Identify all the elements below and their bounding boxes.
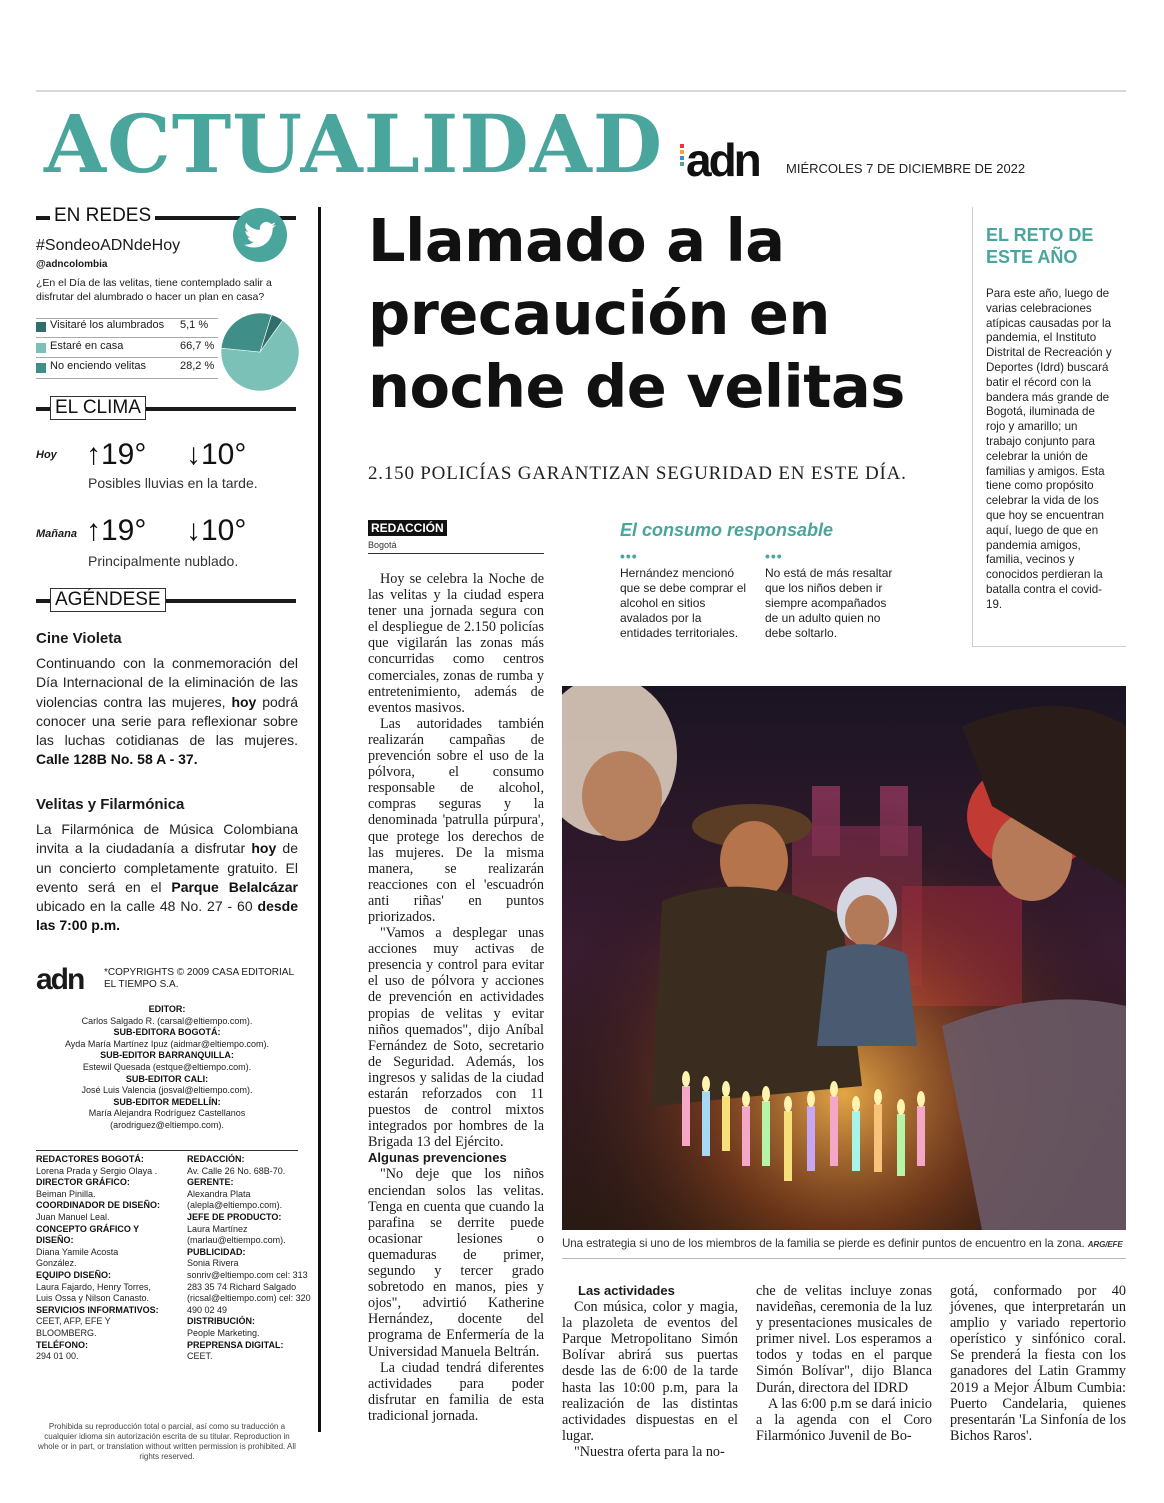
staff-name: CEET. xyxy=(187,1351,213,1362)
legal-notice: Prohibida su reproducción total o parcial, así como su traducción a cualquier idioma sin autorización escrita de su titular. Reproduction in whole or in part, or translation without written permission is prohibited. All rights reserved. xyxy=(38,1422,296,1461)
staff-left-column xyxy=(36,1154,160,1363)
staff-name: Av. Calle 26 No. 68B-70. xyxy=(187,1165,286,1176)
paragraph: "Vamos a desplegar unas acciones muy activas de presencia y control para evitar el uso de pólvora y acciones de prevención en actividades propias de velitas y evitar niños quemados", dijo Aníbal Fernández de Soto, secretario de Seguridad. Además, los ingresos y salidas de la ciudad estarán reforzados con 11 puestos de control mixtos integrados por hombres de la Brigada 13 del Ejército. xyxy=(368,925,544,1151)
staff-name: Lorena Prada y Sergio Olaya . xyxy=(36,1165,158,1176)
staff-role: SERVICIOS INFORMATIVOS: xyxy=(36,1304,159,1315)
poll-value: 28,2 % xyxy=(180,360,215,372)
staff-role: CONCEPTO GRÁFICO Y DISEÑO: xyxy=(36,1223,140,1246)
article-column-1 xyxy=(368,571,544,1424)
subheadline: 2.150 POLICÍAS GARANTIZAN SEGURIDAD EN ESTE DÍA. xyxy=(368,463,907,484)
staff-role: TELÉFONO: xyxy=(36,1339,88,1350)
staff-name: CEET, AFP, EFE Y BLOOMBERG. xyxy=(36,1316,111,1338)
poll-swatch xyxy=(36,322,46,332)
staff-right-column xyxy=(187,1154,311,1363)
paragraph: Las autoridades también realizarán campañas de prevención sobre el uso de la pólvora, el consumo responsable de alcohol, compras seguras y la denominada 'patrulla púrpura', que protege los derechos de las mujeres. De la misma manera, se realizarán reacciones con el 'escuadrón anti riñas' en puntos priorizados. xyxy=(368,715,544,925)
en-redes-label: EN REDES xyxy=(50,205,155,227)
poll-handle: @adncolombia xyxy=(36,259,108,270)
column-rule xyxy=(318,207,321,1432)
weather-desc: Posibles lluvias en la tarde. xyxy=(88,475,258,491)
staff-name: Alexandra Plata (alepla@eltiempo.com). xyxy=(187,1188,283,1211)
staff-name: Sonia Rivera sonriv@eltiempo.com cel: 313 283 35 74 Richard Salgado (ricsal@eltiempo.com) cel: 320 490 02 49 xyxy=(187,1258,311,1315)
staff-role: GERENTE: xyxy=(187,1177,234,1188)
staff-role: DIRECTOR GRÁFICO: xyxy=(36,1177,130,1188)
el-clima-label: EL CLIMA xyxy=(50,396,146,420)
poll-value: 66,7 % xyxy=(180,340,215,352)
staff-role: EDITOR: xyxy=(148,1004,186,1014)
paragraph: gotá, conformado por 40 jóvenes, que interpretarán un amplio y variado repertorio operístico y sinfónico coral. Se prenderá la fiesta con los ganadores del Latin Grammy 2019 a Mejor Álbum Cumbia: Puerto Candelaria, quienes presentarán 'La Sinfonía de los Bichos Raros'. xyxy=(950,1283,1126,1444)
byline: REDACCIÓN xyxy=(368,520,447,536)
article-column-4 xyxy=(950,1283,1126,1444)
staff-name: Laura Fajardo, Henry Torres, Luis Ossa y Nilson Canasto. xyxy=(36,1281,151,1304)
poll-divider xyxy=(36,378,218,379)
staff-name: 294 01 00. xyxy=(36,1351,79,1362)
poll-swatch xyxy=(36,363,46,373)
staff-role: PUBLICIDAD: xyxy=(187,1246,246,1257)
byline-rule xyxy=(368,553,544,554)
poll-swatch xyxy=(36,343,46,353)
bullet-dots: ••• xyxy=(620,548,638,564)
weather-max: ↑19° xyxy=(86,438,147,471)
staff-role: SUB-EDITOR MEDELLÍN: xyxy=(113,1096,221,1107)
consumo-title: El consumo responsable xyxy=(620,520,834,540)
poll-question: ¿En el Día de las velitas, tiene contemplado salir a disfrutar del alumbrado o hacer un plan en casa? xyxy=(36,277,272,303)
staff-name: Beiman Pinilla. xyxy=(36,1188,96,1199)
staff-name: Laura Martínez (marlau@eltiempo.com). xyxy=(187,1223,286,1246)
staff-role: REDACTORES BOGOTÁ: xyxy=(36,1154,144,1164)
staff-name: Estewil Quesada (estque@eltiempo.com). xyxy=(82,1061,252,1072)
subtitle: Algunas prevenciones xyxy=(368,1150,507,1166)
poll-row xyxy=(36,340,221,356)
staff-role: REDACCIÓN: xyxy=(187,1154,245,1164)
poll-hashtag: #SondeoADNdeHoy xyxy=(36,237,181,254)
poll-option: Estaré en casa xyxy=(50,340,124,352)
staff-role: EQUIPO DISEÑO: xyxy=(36,1269,112,1280)
staff-name: People Marketing. xyxy=(187,1327,260,1338)
bullet-dots: ••• xyxy=(765,548,783,564)
section-title: ACTUALIDAD xyxy=(44,97,664,191)
staff-role: SUB-EDITOR BARRANQUILLA: xyxy=(100,1050,234,1061)
poll-divider xyxy=(36,357,218,358)
agendese-label: AGÉNDESE xyxy=(50,588,166,612)
weather-max: ↑19° xyxy=(86,514,147,547)
poll-row xyxy=(36,360,221,376)
headline: Llamado a la precaución en noche de velitas xyxy=(368,206,905,421)
weather-min: ↓10° xyxy=(186,514,247,547)
consumo-item: Hernández mencionó que se debe comprar el alcohol en sitios avalados por la entidades territoriales. xyxy=(620,566,747,640)
event-body: La Filarmónica de Música Colombiana invita a la ciudadanía a disfrutar hoy de un concierto completamente gratuito. El evento será en el Parque Belalcázar ubicado en la calle 48 No. 27 - 60 desde las 7:00 p.m. xyxy=(36,821,298,934)
weather-day: Mañana xyxy=(36,528,77,540)
weather-desc: Principalmente nublado. xyxy=(88,553,239,569)
logo-color-dots xyxy=(680,144,684,168)
staff-role: PREPRENSA DIGITAL: xyxy=(187,1339,284,1350)
staff-role: SUB-EDITOR CALI: xyxy=(125,1073,209,1084)
article-column-3 xyxy=(756,1283,932,1444)
event-title: Cine Violeta xyxy=(36,630,122,647)
agendese-heading xyxy=(36,590,296,610)
paragraph: "No deje que los niños enciendan solos las velitas. Tenga en cuenta que cuando la parafina se derrite puede ocasionar lesiones o quemaduras de primer, segundo y tercer grado sobretodo en manos, pies y ojos", advirtió Katherine Hernández, docente del programa de Enfermería de la Universidad Manuela Beltrán. xyxy=(368,1166,544,1360)
twitter-bird-icon xyxy=(233,208,287,262)
poll-option: Visitaré los alumbrados xyxy=(50,319,165,331)
weather-min: ↓10° xyxy=(186,438,247,471)
staff-divider xyxy=(36,1150,298,1151)
staff-name: Carlos Salgado R. (carsal@eltiempo.com). xyxy=(81,1015,253,1026)
photo-caption: Una estrategia si uno de los miembros de la familia se pierde es definir puntos de encuentro en la zona. ARG/EFE xyxy=(562,1237,1123,1250)
staff-name: María Alejandra Rodríguez Castellanos (arodriguez@eltiempo.com). xyxy=(88,1108,246,1130)
poll-pie-chart xyxy=(220,312,300,392)
staff-role: JEFE DE PRODUCTO: xyxy=(187,1211,282,1222)
staff-role: SUB-EDITORA BOGOTÁ: xyxy=(113,1027,221,1038)
reto-body: Para este año, luego de varias celebraciones atípicas causadas por la pandemia, el Instituto Distrital de Recreación y Deportes (Idrd) buscará batir el récord con la bandera más grande de Bogotá, iluminada de rojo y amarillo; un trabajo conjunto para celebrar la unión de familias y amigos. Esta tiene como propósito celebrar la vida de los que hoy se encuentran aquí, luego de que en pandemia amigos, familia, vecinos y conocidos perdieran la batalla contra el covid-19. xyxy=(986,287,1112,611)
poll-value: 5,1 % xyxy=(180,319,209,331)
consumo-item: No está de más resaltar que los niños deben ir siempre acompañados de un adulto quien no debe soltarlo. xyxy=(765,566,893,640)
el-clima-heading xyxy=(36,398,296,418)
adn-logo-text: adn xyxy=(686,134,759,186)
paragraph: Hoy se celebra la Noche de las velitas y la ciudad espera tener una jornada segura con el despliegue de 2.150 policías que vigilarán las zonas más concurridas como centros comerciales, zonas de rumba y entretenimiento, además de eventos masivos. xyxy=(368,571,544,716)
staff-name: Juan Manuel Leal. xyxy=(36,1211,110,1222)
reto-title: EL RETO DE ESTE AÑO xyxy=(986,225,1094,267)
adn-logo-small: adn xyxy=(36,963,84,996)
poll-row xyxy=(36,319,221,335)
adn-logo xyxy=(686,134,759,186)
staff-role: DISTRIBUCIÓN: xyxy=(187,1316,255,1327)
staff-name: José Luis Valencia (josval@eltiempo.com). xyxy=(81,1085,253,1096)
staff-role: COORDINADOR DE DISEÑO: xyxy=(36,1200,161,1211)
staff-name: Ayda María Martínez Ipuz (aidmar@eltiempo.com). xyxy=(64,1038,270,1049)
caption-rule xyxy=(562,1258,1126,1259)
copyright: *COPYRIGHTS © 2009 CASA EDITORIAL EL TIEMPO S.A. xyxy=(104,967,294,990)
staff-list xyxy=(36,1004,298,1132)
event-title: Velitas y Filarmónica xyxy=(36,796,185,813)
paragraph: A las 6:00 p.m se dará inicio a la agenda con el Coro Filarmónico Juvenil de Bo- xyxy=(756,1395,932,1444)
poll-option: No enciendo velitas xyxy=(50,360,147,372)
paragraph: Con música, color y magia, la plazoleta de eventos del Parque Metropolitano Simón Bolívar abrirá sus puertas desde las de 6:00 de la tarde hasta las 10:00 p.m, para la realización de las distintas actividades dispuestas en el lugar. xyxy=(562,1299,738,1444)
photo-credit: ARG/EFE xyxy=(1087,1240,1123,1249)
candles-photo xyxy=(562,686,1126,1230)
byline-city: Bogotá xyxy=(368,540,397,550)
event-body: Continuando con la conmemoración del Día Internacional de la eliminación de las violencias contra las mujeres, hoy podrá conocer una serie para reflexionar sobre las luchas cotidianas de las mujeres. Calle 128B No. 58 A - 37. xyxy=(36,655,298,768)
paragraph: che de velitas incluye zonas navideñas, ceremonia de la luz y presentaciones musicales de primer nivel. Los esperamos a todos y todas en el parque Simón Bolívar", dijo Blanca Durán, directora del IDRD xyxy=(756,1283,932,1396)
top-rule xyxy=(36,90,1126,92)
issue-date: MIÉRCOLES 7 DE DICIEMBRE DE 2022 xyxy=(786,161,1026,176)
staff-name: Diana Yamile Acosta González. xyxy=(36,1246,119,1269)
poll-divider xyxy=(36,337,218,338)
article-column-2 xyxy=(562,1283,738,1460)
paragraph: La ciudad tendrá diferentes actividades para poder disfrutar en familia de esta tradicional jornada. xyxy=(368,1359,544,1424)
subtitle: Las actividades xyxy=(578,1283,675,1298)
weather-day: Hoy xyxy=(36,449,57,461)
paragraph: "Nuestra oferta para la no- xyxy=(574,1443,725,1460)
